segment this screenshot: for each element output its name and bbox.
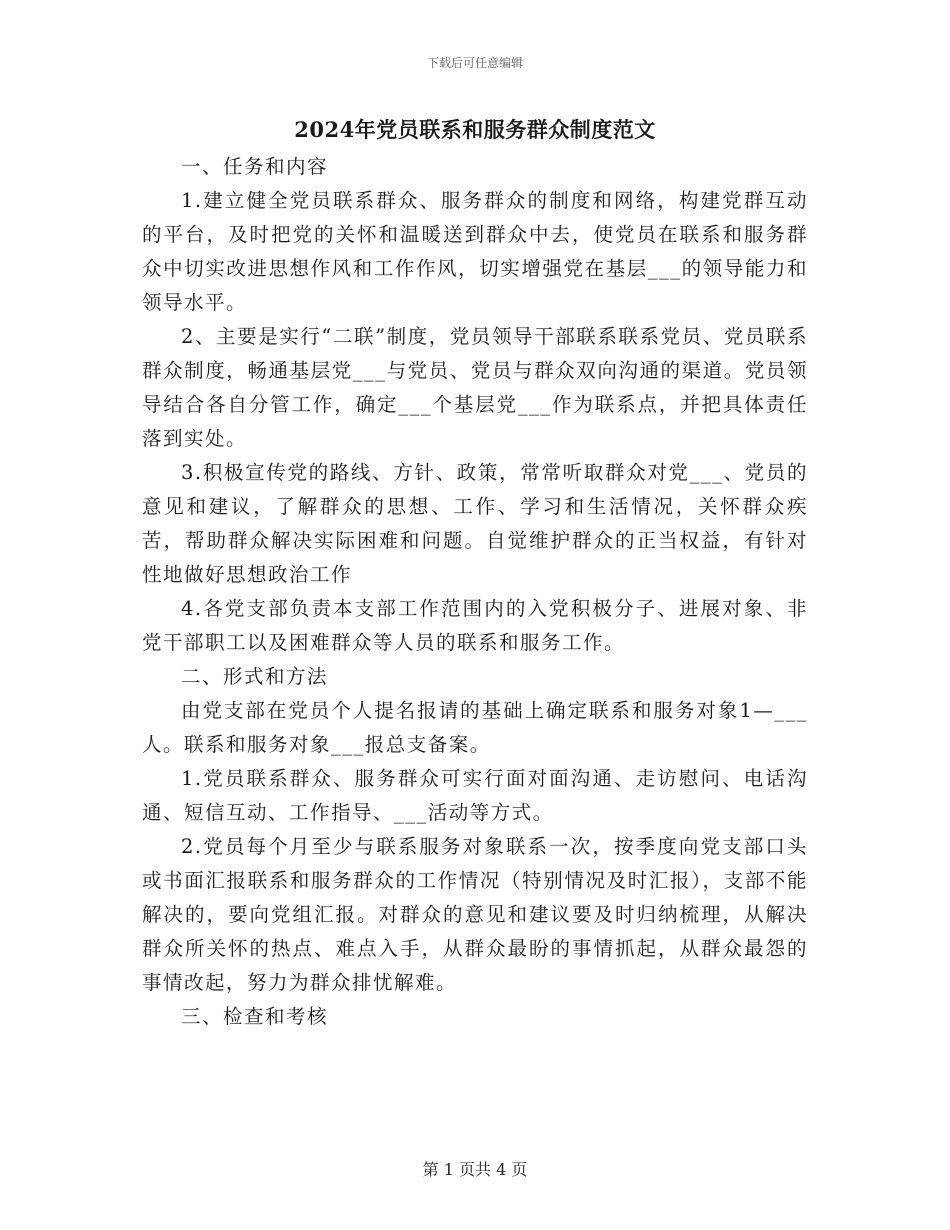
- header-note: 下载后可任意编辑: [426, 56, 523, 70]
- paragraph-1-2: 2、主要是实行“二联”制度，党员领导干部联系联系党员、党员联系群众制度，畅通基层党___与党员、党员与群众双向沟通的渠道。党员领导结合各自分管工作，确定___个基层党___作为联系点，并把具体责任落到实处。: [142, 325, 808, 450]
- document-body: [142, 150, 808, 1034]
- section-heading-2: 二、形式和方法: [181, 665, 329, 688]
- paragraph-1-1: 1.建立健全党员联系群众、服务群众的制度和网络，构建党群互动的平台，及时把党的关怀和温暖送到群众中去，使党员在联系和服务群众中切实改进思想作风和工作作风，切实增强党在基层___的领导能力和领导水平。: [142, 189, 808, 314]
- page-footer: 第 1 页共 4 页: [422, 1160, 528, 1179]
- paragraph-2-1: 1.党员联系群众、服务群众可实行面对面沟通、走访慰问、电话沟通、短信互动、工作指导、___活动等方式。: [142, 767, 808, 824]
- section-heading-3: 三、检查和考核: [181, 1005, 329, 1028]
- paragraph-1-4: 4.各党支部负责本支部工作范围内的入党积极分子、进展对象、非党干部职工以及困难群众等人员的联系和服务工作。: [142, 597, 808, 654]
- paragraph-1-3: 3.积极宣传党的路线、方针、政策，常常听取群众对党___、党员的意见和建议，了解群众的思想、工作、学习和生活情况，关怀群众疾苦，帮助群众解决实际困难和问题。自觉维护群众的正当权益，有针对性地做好思想政治工作: [142, 461, 808, 586]
- paragraph-2-intro: 由党支部在党员个人提名报请的基础上确定联系和服务对象1—___人。联系和服务对象___报总支备案。: [142, 699, 808, 756]
- paragraph-2-2: 2.党员每个月至少与联系服务对象联系一次，按季度向党支部口头或书面汇报联系和服务群众的工作情况（特别情况及时汇报），支部不能解决的，要向党组汇报。对群众的意见和建议要及时归纳梳理，从解决群众所关怀的热点、难点入手，从群众最盼的事情抓起，从群众最怨的事情改起，努力为群众排忧解难。: [142, 835, 808, 994]
- document-title: 2024年党员联系和服务群众制度范文: [294, 117, 656, 142]
- section-heading-1: 一、任务和内容: [181, 155, 329, 178]
